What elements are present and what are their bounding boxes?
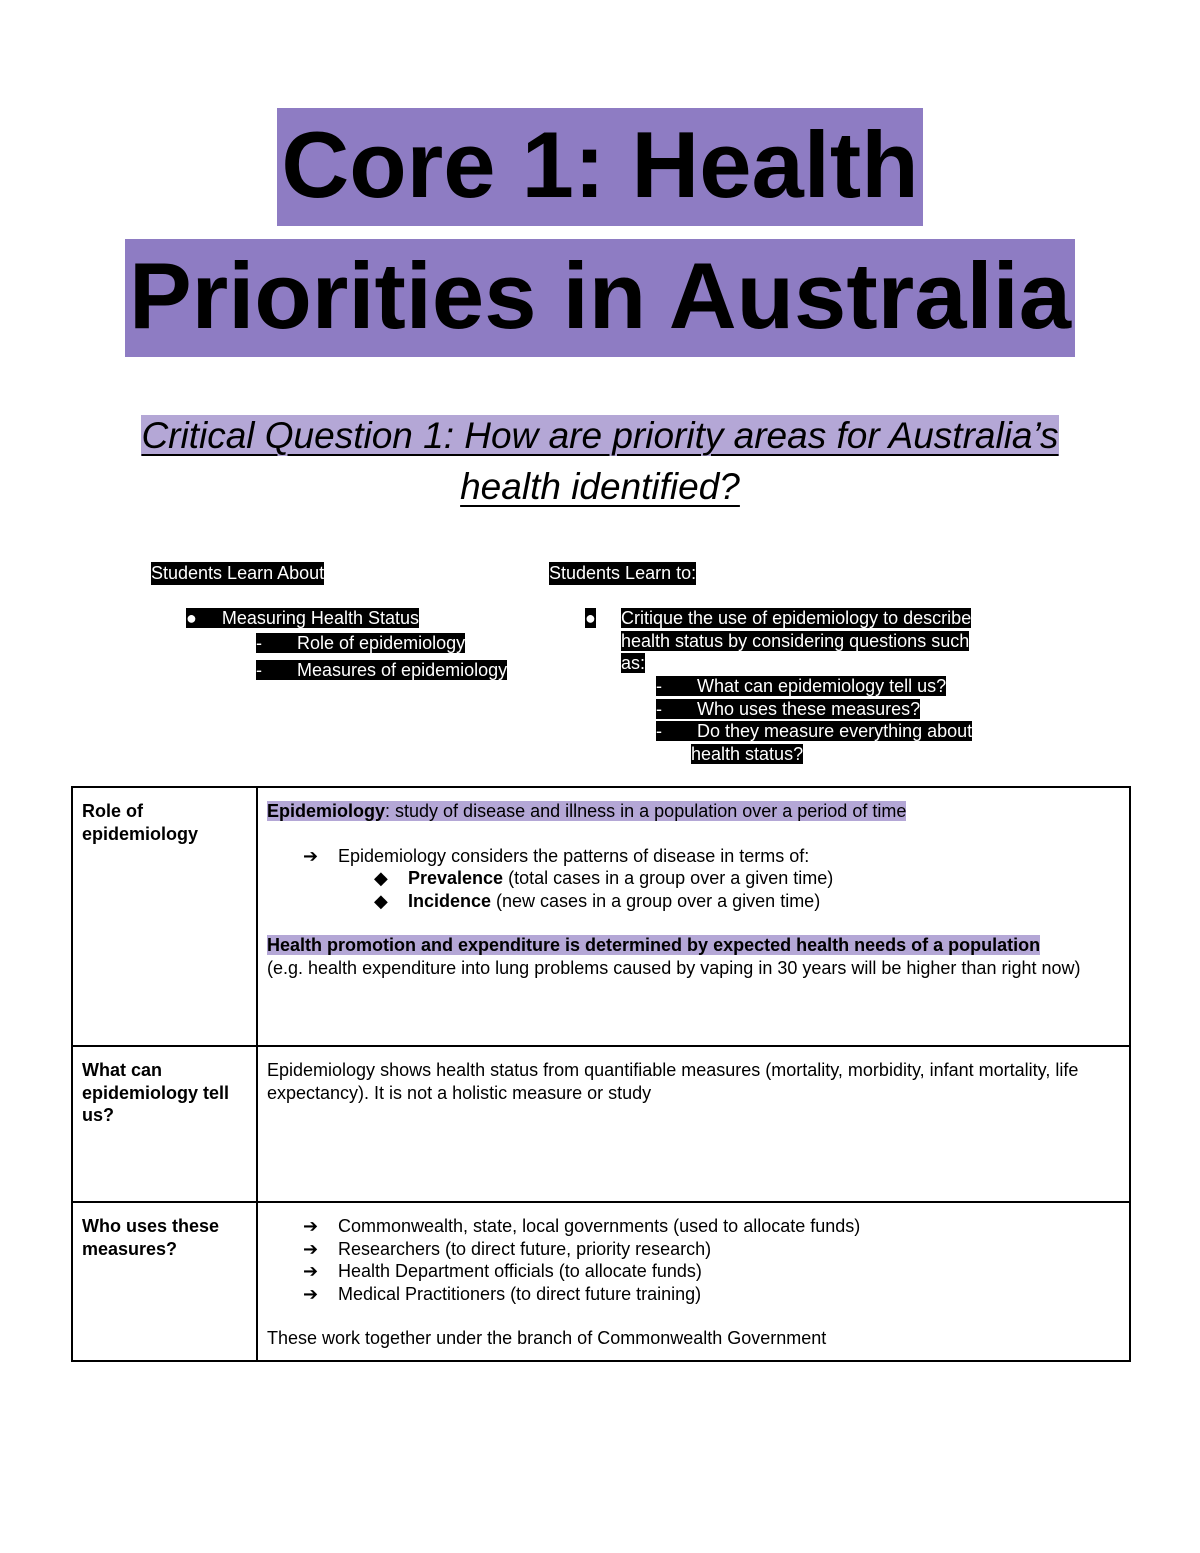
row-content-role [257, 787, 1130, 1046]
epidemiology-definition: Epidemiology: study of disease and illness in a population over a period of time [267, 801, 907, 821]
learn-about-subitem: - Measures of epidemiology [256, 660, 508, 680]
title-line-1: Core 1: Health [0, 108, 1200, 226]
list-item: ◆ Prevalence (total cases in a group over a given time) [374, 868, 834, 888]
table-row [72, 787, 1130, 1046]
learn-about-subitem: - Role of epidemiology [256, 633, 466, 653]
users-list [267, 1215, 1119, 1305]
epidemiology-table [71, 786, 1131, 1362]
row-content-who-uses [257, 1202, 1130, 1361]
learn-to-subitem: - What can epidemiology tell us? [656, 676, 947, 696]
list-item: ➔ Epidemiology considers the patterns of disease in terms of: [303, 845, 810, 866]
learn-to-subitem-continued: health status? [691, 744, 804, 764]
table-row [72, 1046, 1130, 1202]
list-item: ➔ Researchers (to direct future, priority research) [303, 1238, 712, 1259]
learn-to-bullet-glyph: ● [585, 608, 596, 628]
patterns-list [267, 845, 1119, 868]
learn-about-bullet: ● Measuring Health Status [186, 608, 419, 628]
health-promotion-statement: Health promotion and expenditure is determined by expected health needs of a population (e.g. health expenditure into lung problems caused by vaping in 30 years will be higher than right now) [267, 935, 1081, 978]
row-label-role: Role of epidemiology [72, 787, 257, 1046]
row-label-what-can: What can epidemiology tell us? [72, 1046, 257, 1202]
learn-to-header: Students Learn to: [549, 563, 697, 583]
learn-to-bullet-text: Critique the use of epidemiology to describe health status by considering questions such as: [621, 608, 972, 673]
list-item: ➔ Health Department officials (to allocate funds) [303, 1261, 702, 1281]
critical-question [0, 410, 1200, 512]
row-content-what-can: Epidemiology shows health status from quantifiable measures (mortality, morbidity, infant mortality, life expectancy). It is not a holistic measure or study [257, 1046, 1130, 1202]
patterns-sublist [267, 867, 1119, 912]
table-row [72, 1202, 1130, 1361]
learn-about-header: Students Learn About [151, 563, 325, 583]
list-item: ➔ Medical Practitioners (to direct future training) [303, 1283, 702, 1304]
row-label-who-uses: Who uses these measures? [72, 1202, 257, 1361]
list-item: ➔ Commonwealth, state, local governments (used to allocate funds) [303, 1216, 861, 1236]
users-footer: These work together under the branch of Commonwealth Government [267, 1328, 827, 1348]
critical-question-line-1: Critical Question 1: How are priority areas for Australia’s [141, 415, 1059, 456]
list-item: ◆ Incidence (new cases in a group over a given time) [374, 890, 821, 911]
title-line-2: Priorities in Australia [0, 239, 1200, 357]
critical-question-line-2: health identified? [460, 466, 740, 507]
learn-to-subitem: - Do they measure everything about [656, 721, 973, 741]
learn-to-subitem: - Who uses these measures? [656, 699, 921, 719]
